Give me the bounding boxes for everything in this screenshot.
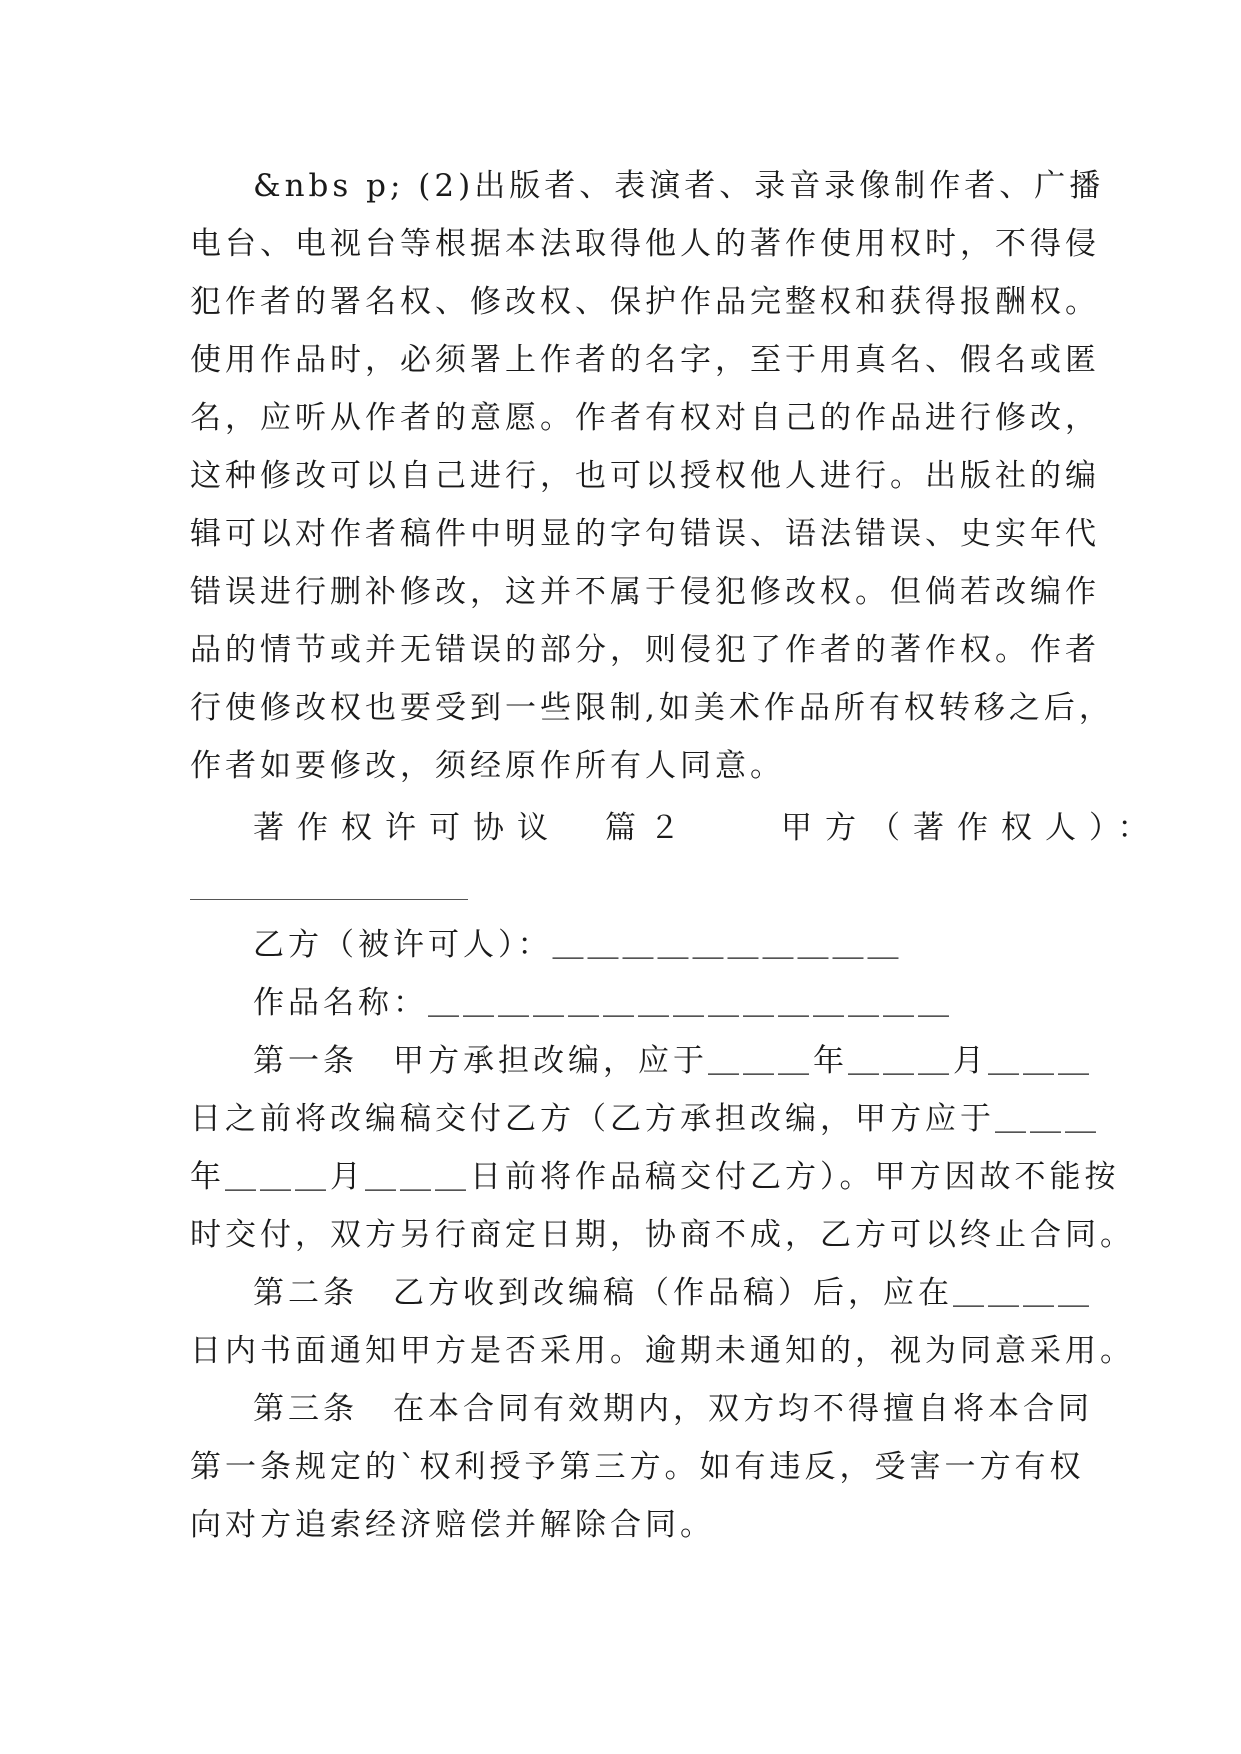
- clause-line: 日之前将改编稿交付乙方（乙方承担改编，甲方应于＿＿＿: [190, 1101, 1100, 1137]
- paragraph-line: 名，应听从作者的意愿。作者有权对自己的作品进行修改，: [190, 400, 1100, 436]
- paragraph-line: 使用作品时，必须署上作者的名字，至于用真名、假名或匿: [190, 342, 1100, 378]
- paragraph-line: 错误进行删补修改，这并不属于侵犯修改权。但倘若改编作: [190, 574, 1100, 610]
- paragraph-line: &nbs p; (2)出版者、表演者、录音录像制作者、广播: [253, 168, 1105, 204]
- paragraph-line: 作者如要修改，须经原作所有人同意。: [190, 748, 785, 784]
- paragraph-line: 犯作者的署名权、修改权、保护作品完整权和获得报酬权。: [190, 284, 1100, 320]
- paragraph-line: 这种修改可以自己进行，也可以授权他人进行。出版社的编: [190, 458, 1100, 494]
- clause-line: 日内书面通知甲方是否采用。逾期未通知的，视为同意采用。: [190, 1333, 1135, 1369]
- clause-line: 第一条 甲方承担改编，应于＿＿＿年＿＿＿月＿＿＿: [253, 1043, 1093, 1079]
- clause-line: 年＿＿＿月＿＿＿日前将作品稿交付乙方）。甲方因故不能按: [190, 1159, 1120, 1195]
- agreement-heading: 著作权许可协议 篇２ 甲方（著作权人）：: [253, 810, 1162, 846]
- clause-line: 第二条 乙方收到改编稿（作品稿）后，应在＿＿＿＿: [253, 1275, 1093, 1311]
- paragraph-line: 品的情节或并无错误的部分，则侵犯了作者的著作权。作者: [190, 632, 1100, 668]
- signature-underline: [190, 899, 468, 900]
- party-b-line: 乙方（被许可人）：＿＿＿＿＿＿＿＿＿＿: [253, 927, 903, 963]
- clause-line: 时交付，双方另行商定日期，协商不成，乙方可以终止合同。: [190, 1217, 1135, 1253]
- paragraph-line: 行使修改权也要受到一些限制,如美术作品所有权转移之后，: [190, 690, 1114, 726]
- clause-line: 第一条规定的`权利授予第三方。如有违反，受害一方有权: [190, 1449, 1085, 1485]
- paragraph-line: 电台、电视台等根据本法取得他人的著作使用权时，不得侵: [190, 226, 1100, 262]
- clause-line: 第三条 在本合同有效期内，双方均不得擅自将本合同: [253, 1391, 1093, 1427]
- work-title-line: 作品名称：＿＿＿＿＿＿＿＿＿＿＿＿＿＿＿: [253, 985, 953, 1021]
- paragraph-line: 辑可以对作者稿件中明显的字句错误、语法错误、史实年代: [190, 516, 1100, 552]
- clause-line: 向对方追索经济赔偿并解除合同。: [190, 1507, 715, 1543]
